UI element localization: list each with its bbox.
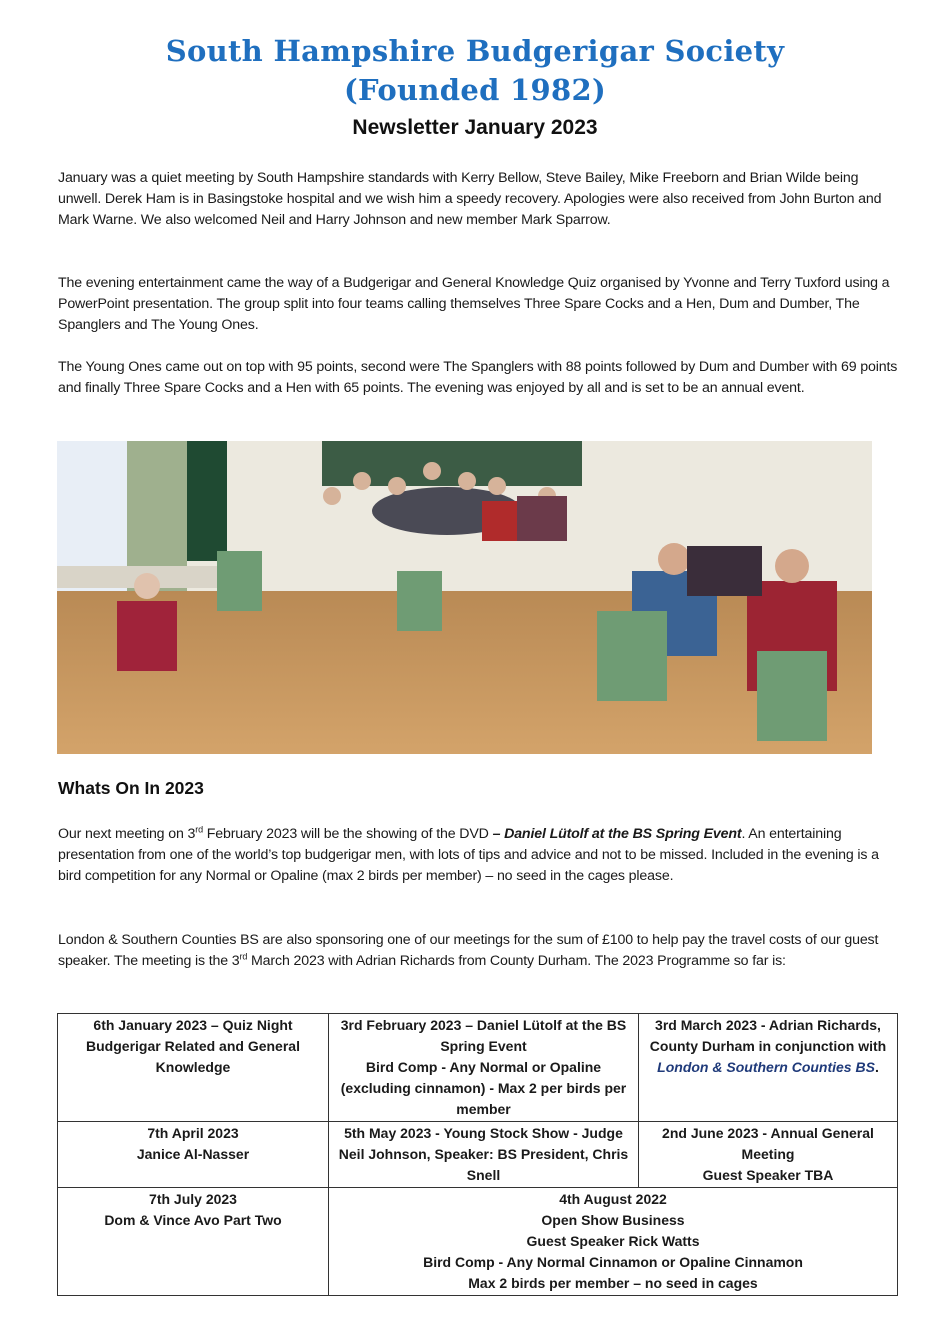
meeting-photo-illustration [57, 441, 872, 754]
whats-on-heading: Whats On In 2023 [58, 778, 204, 798]
programme-cell-jan: 6th January 2023 – Quiz Night Budgerigar Related and General Knowledge [58, 1014, 329, 1122]
programme-table [57, 1013, 898, 1296]
table-row [58, 1014, 898, 1122]
intro-paragraph-3: The Young Ones came out on top with 95 points, second were The Spanglers with 88 points followed by Dum and Dumber with 69 points and finally Three Spare Cocks and a Hen with 65 points. The evening was enjoyed by all and is set to be an annual event. [58, 359, 898, 396]
founded-subtitle: (Founded 1982) [344, 73, 606, 107]
society-title: South Hampshire Budgerigar Society [165, 34, 785, 68]
door [187, 441, 227, 561]
newsletter-title: Newsletter January 2023 [352, 116, 598, 139]
woman-red-top [117, 601, 177, 671]
table-row [58, 1188, 898, 1296]
table-row [58, 1122, 898, 1188]
next-meeting-paragraph: Our next meeting on 3rd February 2023 will be the showing of the DVD – Daniel Lütolf at the BS Spring Event. An entertaining presentation from one of the world’s top budgerigar men, with lots of tips and advice and not to be missed. Included in the evening is a bird competition for any Normal or Opaline (max 2 birds per member) – no seed in the cages please. [58, 824, 879, 884]
programme-cell-feb: 3rd February 2023 – Daniel Lütolf at the BS Spring Event Bird Comp - Any Normal or Opaline (excluding cinnamon) - Max 2 per birds per member [329, 1014, 639, 1122]
programme-cell-mar: 3rd March 2023 - Adrian Richards, County Durham in conjunction with London & Southern Counties BS. [639, 1014, 898, 1122]
striped-jumper [517, 496, 567, 541]
green-chair [597, 611, 667, 701]
group-photo-image [57, 441, 872, 754]
sponsorship-paragraph: London & Southern Counties BS are also sponsoring one of our meetings for the sum of £100 to help pay the travel costs of our guest speaker. The meeting is the 3rd March 2023 with Adrian Richards from County Durham. The 2023 Programme so far is: [58, 932, 879, 969]
programme-cell-jul: 7th July 2023 Dom & Vince Avo Part Two [58, 1188, 329, 1296]
programme-cell-aug: 4th August 2022 Open Show Business Guest Speaker Rick Watts Bird Comp - Any Normal Cinnamon or Opaline Cinnamon Max 2 birds per member – no seed in cages [329, 1188, 898, 1296]
intro-paragraph-2: The evening entertainment came the way of a Budgerigar and General Knowledge Quiz organised by Yvonne and Terry Tuxford using a PowerPoint presentation. The group split into four teams calling themselves Three Spare Cocks and a Hen, Dum and Dumber, The Spanglers and The Young Ones. [58, 275, 890, 333]
london-southern-link: London & Southern Counties BS [657, 1059, 875, 1075]
programme-cell-may: 5th May 2023 - Young Stock Show - Judge Neil Johnson, Speaker: BS President, Chris Snell [329, 1122, 639, 1188]
programme-cell-jun: 2nd June 2023 - Annual General Meeting Guest Speaker TBA [639, 1122, 898, 1188]
intro-paragraph-1: January was a quiet meeting by South Hampshire standards with Kerry Bellow, Steve Bailey, Mike Freeborn and Brian Wilde being unwell. Derek Ham is in Basingstoke hospital and we wish him a speedy recovery. Apologies were also received from John Burton and Mark Warne. We also welcomed Neil and Harry Johnson and new member Mark Sparrow. [58, 170, 882, 228]
programme-cell-apr: 7th April 2023 Janice Al-Nasser [58, 1122, 329, 1188]
